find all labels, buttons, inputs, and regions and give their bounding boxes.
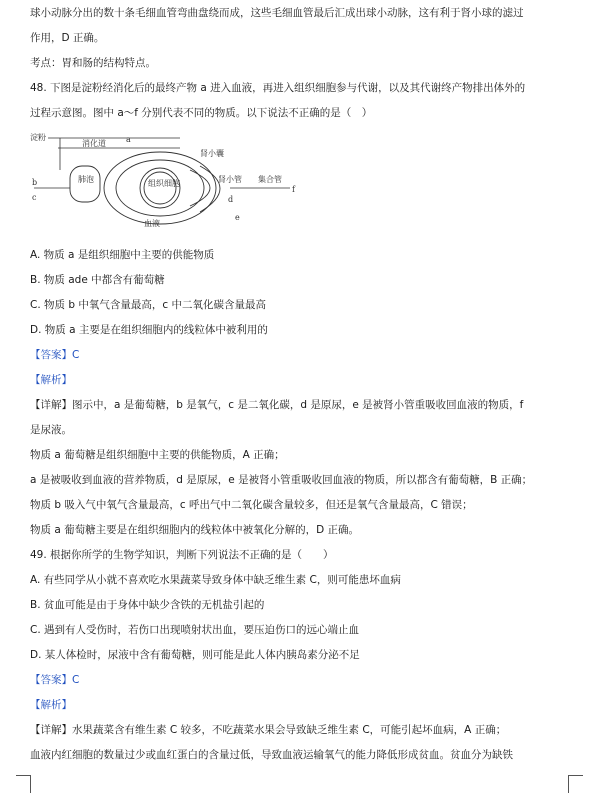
diagram-label-e: e [235,213,240,222]
option-a: A. 有些同学从小就不喜欢吃水果蔬菜导致身体中缺乏维生素 C，则可能患坏血病 [30,574,401,586]
answer-label: 【答案】C [30,349,80,361]
diagram-label-b: b [32,178,38,187]
diagram-label-a: a [126,135,131,144]
analysis-label: 【解析】 [30,699,72,711]
metabolism-diagram [30,130,300,230]
text-line: a 是被吸收到血液的营养物质，d 是原尿，e 是被肾小管重吸收回血液的物质，所以都含有葡萄糖，B 正确； [30,474,533,486]
text-line: 球小动脉分出的数十条毛细血管弯曲盘绕而成，这些毛细血管最后汇成出球小动脉，这有利于肾小球的滤过 [30,7,524,19]
question-49-stem: 49. 根据你所学的生物学知识，判断下列说法不正确的是（ ） [30,549,334,561]
diagram-label-f: f [292,185,295,194]
text-line: 过程示意图。图中 a～f 分别代表不同的物质。以下说法不正确的是（ ） [30,107,373,119]
option-b: B. 贫血可能是由于身体中缺少含铁的无机盐引起的 [30,599,265,611]
question-48-stem: 48. 下图是淀粉经消化后的最终产物 a 进入血液，再进入组织细胞参与代谢，以及其代谢终产物排出体外的 [30,82,526,94]
option-d: D. 物质 a 主要是在组织细胞内的线粒体中被利用的 [30,324,268,336]
text-line: 【详解】图示中，a 是葡萄糖，b 是氧气，c 是二氧化碳，d 是原尿，e 是被肾小管重吸收回血液的物质，f [30,399,524,411]
text-line: 是尿液。 [30,424,72,436]
diagram-label-starch: 淀粉 [30,133,46,142]
diagram-label-lung: 肺泡 [78,175,94,184]
page-corner-mark [12,775,31,793]
option-a: A. 物质 a 是组织细胞中主要的供能物质 [30,249,215,261]
option-c: C. 遇到有人受伤时，若伤口出现喷射状出血，要压迫伤口的远心端止血 [30,624,360,636]
text-line: 作用，D 正确。 [30,32,105,44]
diagram-label-digestive: 消化道 [82,139,106,148]
text-line: 血液内红细胞的数量过少或血红蛋白的含量过低，导致血液运输氧气的能力降低形成贫血。贫血分为缺铁 [30,749,513,761]
diagram-label-blood: 血液 [144,219,160,228]
text-line: 考点：胃和肠的结构特点。 [30,57,156,69]
text-line: 【详解】水果蔬菜含有维生素 C 较多，不吃蔬菜水果会导致缺乏维生素 C，可能引起坏血病，A 正确； [30,724,507,736]
answer-label: 【答案】C [30,674,80,686]
diagram-label-collecting: 集合管 [258,175,282,184]
option-c: C. 物质 b 中氧气含量最高，c 中二氧化碳含量最高 [30,299,266,311]
text-line: 物质 b 吸入气中氧气含量最高，c 呼出气中二氧化碳含量较多，但还是氧气含量最高，C 错误； [30,499,473,511]
option-d: D. 某人体检时，尿液中含有葡萄糖，则可能是此人体内胰岛素分泌不足 [30,649,360,661]
text-line: 物质 a 葡萄糖是组织细胞中主要的供能物质，A 正确； [30,449,285,461]
page-corner-mark [568,775,587,793]
diagram-label-tissue-cell: 组织细胞 [148,179,180,188]
diagram-label-c: c [32,193,37,202]
diagram-label-d: d [228,195,234,204]
text-line: 物质 a 葡萄糖主要是在组织细胞内的线粒体中被氧化分解的，D 正确。 [30,524,360,536]
diagram-label-tubule: 肾小管 [218,175,242,184]
analysis-label: 【解析】 [30,374,72,386]
option-b: B. 物质 ade 中都含有葡萄糖 [30,274,165,286]
diagram-label-glomerulus: 肾小囊 [200,149,224,158]
